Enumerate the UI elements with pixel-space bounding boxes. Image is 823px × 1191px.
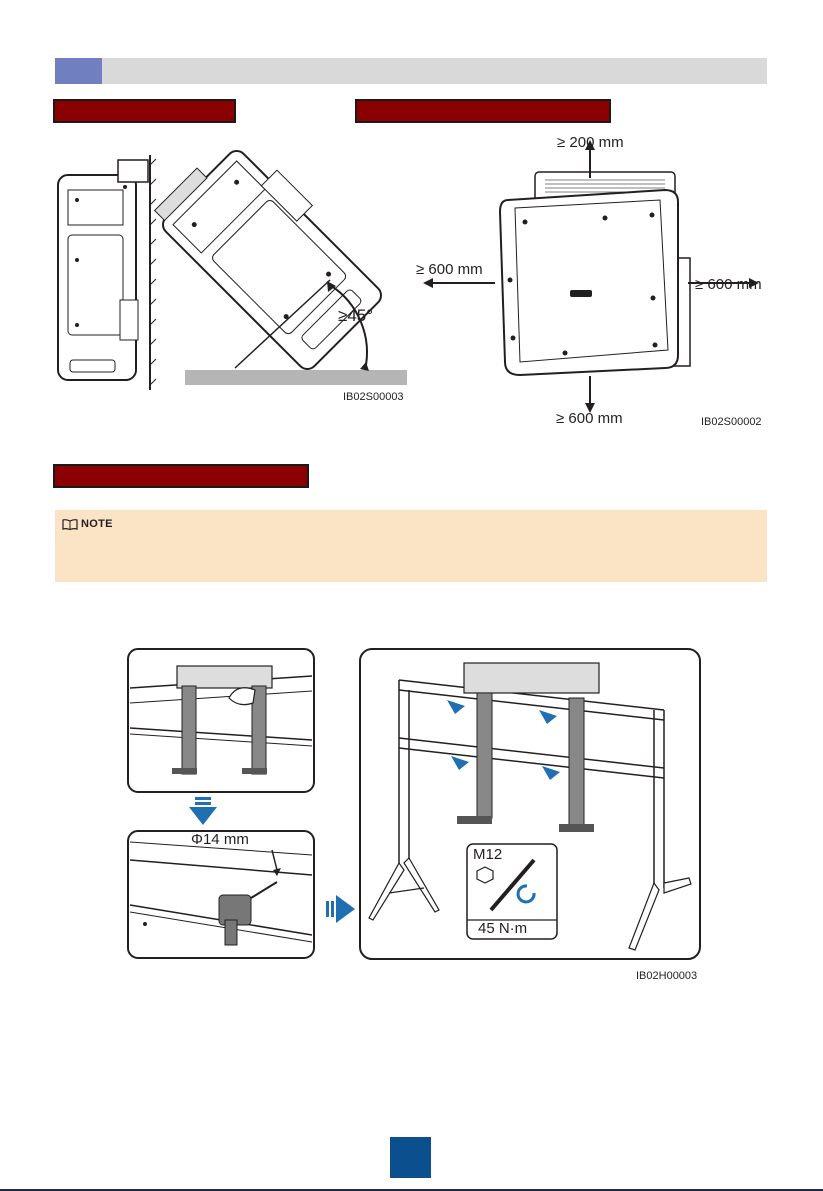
bracket-install-panel <box>359 648 701 960</box>
right-clearance-label: ≥ 600 mm <box>695 276 762 293</box>
left-clearance-label: ≥ 600 mm <box>416 261 483 278</box>
torque-value-label: 45 N·m <box>478 920 528 937</box>
note-box <box>55 510 767 582</box>
section-header-bar <box>55 58 767 84</box>
note-label-text: NOTE <box>81 518 113 530</box>
figure-id-angle: IB02S00003 <box>343 391 404 403</box>
drill-diameter-label: Φ14 mm <box>191 831 249 848</box>
figure-id-install: IB02H00003 <box>636 970 698 982</box>
page-number-box <box>390 1137 431 1178</box>
figure-id-clearance: IB02S00002 <box>701 416 762 428</box>
note-label <box>62 518 113 530</box>
heading-tag-installation <box>53 464 309 488</box>
mounting-angle-figure <box>40 150 420 410</box>
down-arrow-icon <box>189 797 217 827</box>
heading-tag-mounting-angle <box>53 99 236 123</box>
bracket-mark-panel <box>127 648 315 793</box>
right-arrow-icon <box>326 895 356 923</box>
bottom-clearance-label: ≥ 600 mm <box>556 410 623 427</box>
mounting-angle-label: ≥45° <box>338 306 374 325</box>
heading-tag-clearance <box>355 99 611 123</box>
drilling-panel <box>127 830 315 960</box>
bolt-size-label: M12 <box>473 846 503 863</box>
section-number-box <box>55 58 102 84</box>
book-icon <box>62 519 78 530</box>
top-clearance-label: ≥ 200 mm <box>557 134 624 151</box>
